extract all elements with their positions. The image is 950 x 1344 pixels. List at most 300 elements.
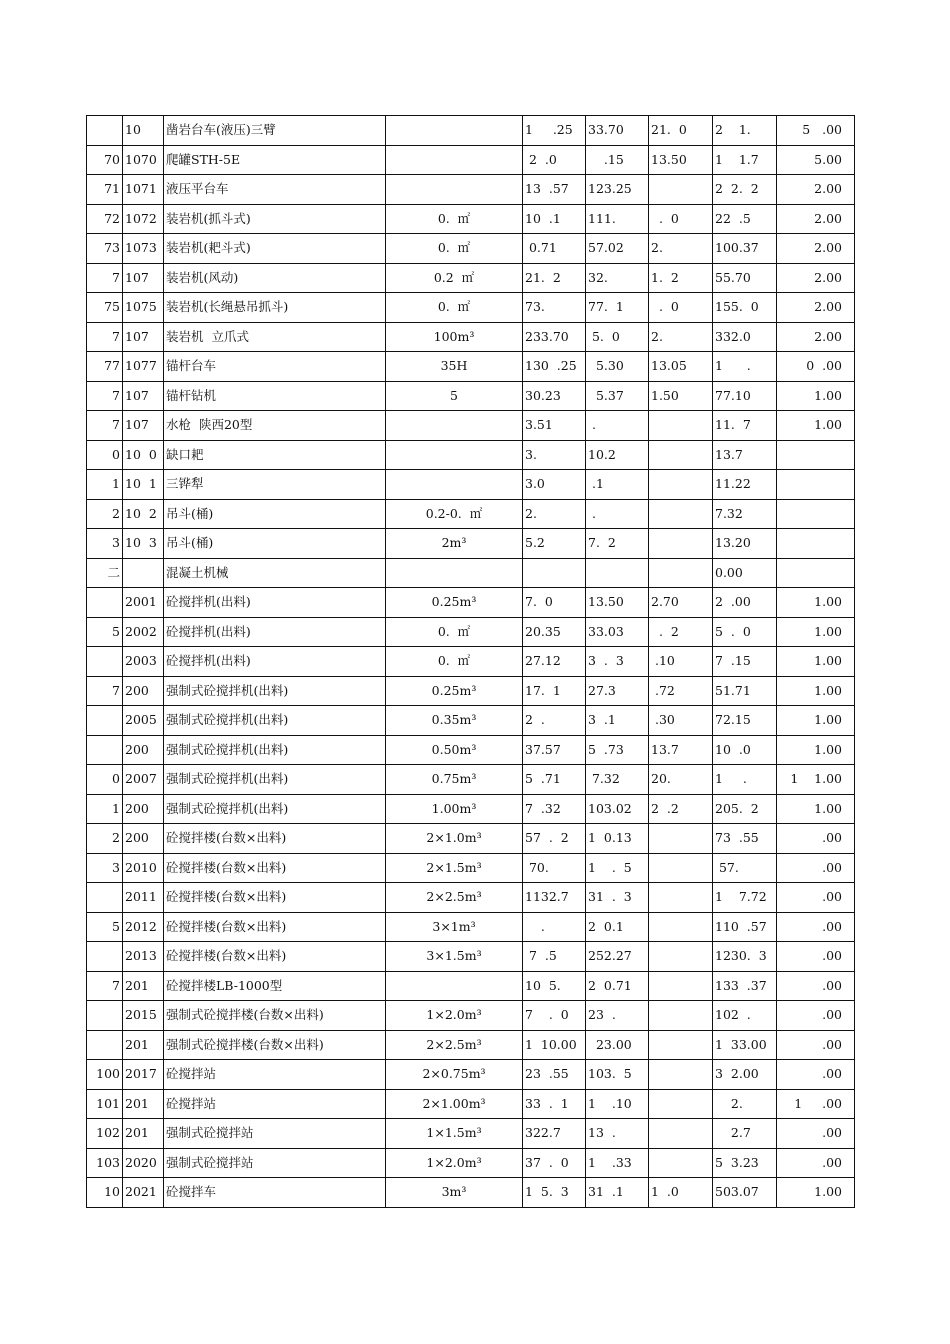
value-cell-4: 51.71 [713, 676, 777, 706]
table-row [87, 765, 855, 795]
row-number-cell: 10 [87, 1178, 123, 1208]
value-cell-5: .00 [777, 883, 855, 913]
value-cell-2: 1 .33 [586, 1148, 649, 1178]
value-cell-2: 5.37 [586, 381, 649, 411]
value-cell-4: 72.15 [713, 706, 777, 736]
value-cell-2: 1 . 5 [586, 853, 649, 883]
value-cell-5: .00 [777, 1001, 855, 1031]
value-cell-5: 2.00 [777, 175, 855, 205]
value-cell-1 [523, 558, 586, 588]
table-row [87, 529, 855, 559]
value-cell-1: 21. 2 [523, 263, 586, 293]
item-code-cell: 10 [123, 116, 164, 146]
item-code-cell: 10 3 [123, 529, 164, 559]
value-cell-4: 22 .5 [713, 204, 777, 234]
value-cell-5: 2.00 [777, 234, 855, 264]
row-number-cell: 101 [87, 1089, 123, 1119]
value-cell-5: .00 [777, 1030, 855, 1060]
row-number-cell: 1 [87, 794, 123, 824]
equipment-name-cell: 强制式砼搅拌站 [164, 1148, 386, 1178]
value-cell-4: 11. 7 [713, 411, 777, 441]
value-cell-5: 5 .00 [777, 116, 855, 146]
item-code-cell: 107 [123, 381, 164, 411]
specification-cell: 0. ㎡ [386, 617, 523, 647]
value-cell-1: 27.12 [523, 647, 586, 677]
value-cell-5: 2.00 [777, 263, 855, 293]
value-cell-1: 7 . 0 [523, 1001, 586, 1031]
value-cell-2: 3 .1 [586, 706, 649, 736]
specification-cell: 3m³ [386, 1178, 523, 1208]
value-cell-4: 10 .0 [713, 735, 777, 765]
value-cell-1: 3.51 [523, 411, 586, 441]
specification-cell: 0.50m³ [386, 735, 523, 765]
equipment-name-cell: 砼搅拌楼(台数×出料) [164, 883, 386, 913]
value-cell-2: 5 .73 [586, 735, 649, 765]
value-cell-4: 133 .37 [713, 971, 777, 1001]
item-code-cell: 2020 [123, 1148, 164, 1178]
table-row [87, 352, 855, 382]
table-row [87, 381, 855, 411]
value-cell-4: 1 33.00 [713, 1030, 777, 1060]
table-row [87, 971, 855, 1001]
value-cell-1: 1 10.00 [523, 1030, 586, 1060]
equipment-name-cell: 装岩机(耙斗式) [164, 234, 386, 264]
value-cell-1: 1 5. 3 [523, 1178, 586, 1208]
table-row [87, 440, 855, 470]
item-code-cell: 201 [123, 1119, 164, 1149]
row-number-cell [87, 1001, 123, 1031]
value-cell-1: 37 . 0 [523, 1148, 586, 1178]
item-code-cell: 200 [123, 676, 164, 706]
value-cell-4: 13.20 [713, 529, 777, 559]
value-cell-1: 73. [523, 293, 586, 323]
value-cell-5: 0 .00 [777, 352, 855, 382]
item-code-cell: 201 [123, 971, 164, 1001]
specification-cell [386, 470, 523, 500]
row-number-cell: 0 [87, 765, 123, 795]
value-cell-4: 0.00 [713, 558, 777, 588]
row-number-cell: 100 [87, 1060, 123, 1090]
value-cell-1: 7. 0 [523, 588, 586, 618]
value-cell-1: 2. [523, 499, 586, 529]
value-cell-5 [777, 470, 855, 500]
table-row [87, 883, 855, 913]
value-cell-1: . [523, 912, 586, 942]
item-code-cell: 10 0 [123, 440, 164, 470]
value-cell-4: 57. [713, 853, 777, 883]
value-cell-3 [649, 971, 713, 1001]
item-code-cell: 2001 [123, 588, 164, 618]
equipment-name-cell: 砼搅拌机(出料) [164, 617, 386, 647]
value-cell-2: 5.30 [586, 352, 649, 382]
value-cell-3 [649, 440, 713, 470]
value-cell-4: 2 2. 2 [713, 175, 777, 205]
specification-cell: 3×1.5m³ [386, 942, 523, 972]
value-cell-4: 2.7 [713, 1119, 777, 1149]
value-cell-2: 3 . 3 [586, 647, 649, 677]
value-cell-4: 503.07 [713, 1178, 777, 1208]
specification-cell: 1×2.0m³ [386, 1001, 523, 1031]
equipment-name-cell: 装岩机(风动) [164, 263, 386, 293]
value-cell-1: 1 .25 [523, 116, 586, 146]
item-code-cell: 10 1 [123, 470, 164, 500]
specification-cell: 2×1.00m³ [386, 1089, 523, 1119]
row-number-cell [87, 942, 123, 972]
equipment-name-cell: 缺口耙 [164, 440, 386, 470]
value-cell-1: 17. 1 [523, 676, 586, 706]
value-cell-3: 2. [649, 322, 713, 352]
table-row [87, 499, 855, 529]
item-code-cell: 2010 [123, 853, 164, 883]
row-number-cell: 73 [87, 234, 123, 264]
table-body [87, 116, 855, 1208]
table-row [87, 175, 855, 205]
value-cell-1: 0.71 [523, 234, 586, 264]
item-code-cell: 1073 [123, 234, 164, 264]
item-code-cell: 2012 [123, 912, 164, 942]
value-cell-2: 10.2 [586, 440, 649, 470]
value-cell-3 [649, 529, 713, 559]
value-cell-1: 23 .55 [523, 1060, 586, 1090]
equipment-name-cell: 混凝土机械 [164, 558, 386, 588]
value-cell-3: 13.7 [649, 735, 713, 765]
table-row [87, 322, 855, 352]
equipment-name-cell: 爬罐STH-5E [164, 145, 386, 175]
specification-cell: 5 [386, 381, 523, 411]
specification-cell: 2×2.5m³ [386, 883, 523, 913]
row-number-cell: 7 [87, 411, 123, 441]
value-cell-2: 31 .1 [586, 1178, 649, 1208]
row-number-cell [87, 116, 123, 146]
row-number-cell: 70 [87, 145, 123, 175]
value-cell-4: 2 1. [713, 116, 777, 146]
value-cell-5: 2.00 [777, 293, 855, 323]
value-cell-4: 55.70 [713, 263, 777, 293]
value-cell-4: 11.22 [713, 470, 777, 500]
value-cell-5: .00 [777, 853, 855, 883]
specification-cell: 0.35m³ [386, 706, 523, 736]
value-cell-2: . [586, 499, 649, 529]
value-cell-1: 130 .25 [523, 352, 586, 382]
value-cell-1: 30.23 [523, 381, 586, 411]
value-cell-5: .00 [777, 1060, 855, 1090]
value-cell-4: 7 .15 [713, 647, 777, 677]
equipment-name-cell: 强制式砼搅拌机(出料) [164, 676, 386, 706]
table-row [87, 1030, 855, 1060]
equipment-name-cell: 砼搅拌站 [164, 1089, 386, 1119]
value-cell-2: 13.50 [586, 588, 649, 618]
value-cell-4: 155. 0 [713, 293, 777, 323]
value-cell-2: 13 . [586, 1119, 649, 1149]
value-cell-5: 1.00 [777, 588, 855, 618]
row-number-cell: 77 [87, 352, 123, 382]
row-number-cell [87, 647, 123, 677]
equipment-name-cell: 装岩机(长绳悬吊抓斗) [164, 293, 386, 323]
value-cell-2: 27.3 [586, 676, 649, 706]
value-cell-2: 7. 2 [586, 529, 649, 559]
specification-cell: 2×1.0m³ [386, 824, 523, 854]
equipment-name-cell: 吊斗(桶) [164, 499, 386, 529]
value-cell-5 [777, 499, 855, 529]
value-cell-1: 10 .1 [523, 204, 586, 234]
equipment-name-cell: 砼搅拌楼(台数×出料) [164, 942, 386, 972]
value-cell-3 [649, 175, 713, 205]
equipment-name-cell: 装岩机 立爪式 [164, 322, 386, 352]
specification-cell [386, 175, 523, 205]
value-cell-5: 1 1.00 [777, 765, 855, 795]
value-cell-5: 1.00 [777, 706, 855, 736]
equipment-name-cell: 锚杆台车 [164, 352, 386, 382]
value-cell-3: 1.50 [649, 381, 713, 411]
value-cell-1: 13 .57 [523, 175, 586, 205]
table-row [87, 293, 855, 323]
item-code-cell: 2005 [123, 706, 164, 736]
row-number-cell: 7 [87, 676, 123, 706]
row-number-cell: 72 [87, 204, 123, 234]
equipment-name-cell: 凿岩台车(液压)三臂 [164, 116, 386, 146]
specification-cell [386, 411, 523, 441]
value-cell-3: . 2 [649, 617, 713, 647]
value-cell-2: 103.02 [586, 794, 649, 824]
specification-cell: 1×1.5m³ [386, 1119, 523, 1149]
value-cell-2: 23.00 [586, 1030, 649, 1060]
item-code-cell: 2013 [123, 942, 164, 972]
specification-cell: 0. ㎡ [386, 293, 523, 323]
value-cell-5: 1.00 [777, 794, 855, 824]
value-cell-3: 2. [649, 234, 713, 264]
specification-cell: 0. ㎡ [386, 647, 523, 677]
equipment-name-cell: 强制式砼搅拌楼(台数×出料) [164, 1001, 386, 1031]
table-row [87, 1148, 855, 1178]
table-row [87, 853, 855, 883]
row-number-cell: 5 [87, 912, 123, 942]
value-cell-4: 77.10 [713, 381, 777, 411]
row-number-cell: 71 [87, 175, 123, 205]
table-row [87, 558, 855, 588]
value-cell-3 [649, 883, 713, 913]
value-cell-3: 20. [649, 765, 713, 795]
table-row [87, 116, 855, 146]
value-cell-2: 252.27 [586, 942, 649, 972]
specification-cell: 2×2.5m³ [386, 1030, 523, 1060]
row-number-cell: 二 [87, 558, 123, 588]
row-number-cell: 3 [87, 529, 123, 559]
value-cell-1: 37.57 [523, 735, 586, 765]
value-cell-2: 5. 0 [586, 322, 649, 352]
table-row [87, 647, 855, 677]
value-cell-1: 2 .0 [523, 145, 586, 175]
value-cell-5: .00 [777, 971, 855, 1001]
equipment-name-cell: 砼搅拌楼(台数×出料) [164, 912, 386, 942]
value-cell-4: 5 3.23 [713, 1148, 777, 1178]
item-code-cell: 1071 [123, 175, 164, 205]
value-cell-5: 1.00 [777, 411, 855, 441]
specification-cell: 0.2 ㎡ [386, 263, 523, 293]
row-number-cell: 2 [87, 824, 123, 854]
specification-cell: 1.00m³ [386, 794, 523, 824]
table-row [87, 411, 855, 441]
specification-cell [386, 558, 523, 588]
row-number-cell [87, 706, 123, 736]
item-code-cell: 2011 [123, 883, 164, 913]
specification-cell: 2m³ [386, 529, 523, 559]
item-code-cell: 2017 [123, 1060, 164, 1090]
value-cell-3 [649, 1089, 713, 1119]
value-cell-4: 13.7 [713, 440, 777, 470]
specification-cell: 0.75m³ [386, 765, 523, 795]
value-cell-4: 2. [713, 1089, 777, 1119]
specification-cell: 1×2.0m³ [386, 1148, 523, 1178]
value-cell-5: .00 [777, 1148, 855, 1178]
specification-cell: 0.25m³ [386, 676, 523, 706]
table-row [87, 1119, 855, 1149]
table-row [87, 1060, 855, 1090]
equipment-name-cell: 强制式砼搅拌机(出料) [164, 735, 386, 765]
value-cell-4: 205. 2 [713, 794, 777, 824]
value-cell-1: 7 .5 [523, 942, 586, 972]
value-cell-5 [777, 440, 855, 470]
specification-cell: 0.2-0. ㎡ [386, 499, 523, 529]
row-number-cell: 7 [87, 263, 123, 293]
value-cell-5: .00 [777, 942, 855, 972]
equipment-name-cell: 砼搅拌楼(台数×出料) [164, 824, 386, 854]
row-number-cell: 0 [87, 440, 123, 470]
table-row [87, 706, 855, 736]
value-cell-4: 1 . [713, 352, 777, 382]
row-number-cell: 7 [87, 971, 123, 1001]
item-code-cell: 2003 [123, 647, 164, 677]
value-cell-2: 32. [586, 263, 649, 293]
value-cell-3: . 0 [649, 293, 713, 323]
specification-cell [386, 145, 523, 175]
value-cell-3 [649, 824, 713, 854]
value-cell-1: 2 . [523, 706, 586, 736]
row-number-cell: 102 [87, 1119, 123, 1149]
row-number-cell [87, 588, 123, 618]
value-cell-4: 2 .00 [713, 588, 777, 618]
equipment-name-cell: 强制式砼搅拌机(出料) [164, 794, 386, 824]
value-cell-3 [649, 1060, 713, 1090]
value-cell-3 [649, 1001, 713, 1031]
table-row [87, 1001, 855, 1031]
table-row [87, 824, 855, 854]
row-number-cell: 1 [87, 470, 123, 500]
row-number-cell [87, 883, 123, 913]
specification-cell: 35H [386, 352, 523, 382]
value-cell-3 [649, 411, 713, 441]
value-cell-1: 57 . 2 [523, 824, 586, 854]
equipment-name-cell: 砼搅拌楼(台数×出料) [164, 853, 386, 883]
item-code-cell: 107 [123, 322, 164, 352]
value-cell-5: .00 [777, 824, 855, 854]
equipment-name-cell: 液压平台车 [164, 175, 386, 205]
value-cell-3 [649, 1119, 713, 1149]
value-cell-2: 77. 1 [586, 293, 649, 323]
value-cell-2: .15 [586, 145, 649, 175]
value-cell-5: 1.00 [777, 647, 855, 677]
equipment-name-cell: 砼搅拌楼LB-1000型 [164, 971, 386, 1001]
equipment-cost-table [86, 115, 855, 1208]
value-cell-5: .00 [777, 912, 855, 942]
value-cell-2: 123.25 [586, 175, 649, 205]
table-row [87, 617, 855, 647]
table-row [87, 234, 855, 264]
value-cell-2: 1 0.13 [586, 824, 649, 854]
value-cell-5: 1.00 [777, 381, 855, 411]
value-cell-4: 1 1.7 [713, 145, 777, 175]
item-code-cell: 2002 [123, 617, 164, 647]
value-cell-3: 2.70 [649, 588, 713, 618]
value-cell-5: 2.00 [777, 322, 855, 352]
value-cell-3 [649, 470, 713, 500]
equipment-name-cell: 装岩机(抓斗式) [164, 204, 386, 234]
value-cell-5 [777, 558, 855, 588]
item-code-cell: 2007 [123, 765, 164, 795]
value-cell-1: 3.0 [523, 470, 586, 500]
item-code-cell: 107 [123, 263, 164, 293]
value-cell-4: 110 .57 [713, 912, 777, 942]
value-cell-1: 3. [523, 440, 586, 470]
row-number-cell: 75 [87, 293, 123, 323]
value-cell-3: . 0 [649, 204, 713, 234]
value-cell-5: 1 .00 [777, 1089, 855, 1119]
value-cell-1: 1132.7 [523, 883, 586, 913]
row-number-cell: 5 [87, 617, 123, 647]
specification-cell: 2×1.5m³ [386, 853, 523, 883]
row-number-cell [87, 1030, 123, 1060]
value-cell-3 [649, 558, 713, 588]
item-code-cell [123, 558, 164, 588]
item-code-cell: 10 2 [123, 499, 164, 529]
value-cell-4: 100.37 [713, 234, 777, 264]
item-code-cell: 201 [123, 1030, 164, 1060]
value-cell-4: 102 . [713, 1001, 777, 1031]
equipment-name-cell: 水枪 陕西20型 [164, 411, 386, 441]
row-number-cell [87, 735, 123, 765]
equipment-name-cell: 砼搅拌车 [164, 1178, 386, 1208]
item-code-cell: 200 [123, 794, 164, 824]
value-cell-5: .00 [777, 1119, 855, 1149]
value-cell-2: 2 0.71 [586, 971, 649, 1001]
value-cell-3: 13.50 [649, 145, 713, 175]
table-row [87, 735, 855, 765]
table-row [87, 204, 855, 234]
item-code-cell: 200 [123, 824, 164, 854]
value-cell-1: 322.7 [523, 1119, 586, 1149]
value-cell-3: 13.05 [649, 352, 713, 382]
row-number-cell: 3 [87, 853, 123, 883]
specification-cell: 0. ㎡ [386, 204, 523, 234]
row-number-cell: 7 [87, 381, 123, 411]
value-cell-3 [649, 912, 713, 942]
equipment-name-cell: 三铧犁 [164, 470, 386, 500]
value-cell-3: .10 [649, 647, 713, 677]
value-cell-2: 57.02 [586, 234, 649, 264]
value-cell-2: .1 [586, 470, 649, 500]
equipment-name-cell: 强制式砼搅拌楼(台数×出料) [164, 1030, 386, 1060]
value-cell-4: 1 7.72 [713, 883, 777, 913]
table-row [87, 145, 855, 175]
value-cell-1: 5.2 [523, 529, 586, 559]
value-cell-2: 111. [586, 204, 649, 234]
item-code-cell: 1072 [123, 204, 164, 234]
value-cell-3: .30 [649, 706, 713, 736]
table-row [87, 676, 855, 706]
equipment-name-cell: 锚杆钻机 [164, 381, 386, 411]
specification-cell: 100m³ [386, 322, 523, 352]
equipment-name-cell: 强制式砼搅拌站 [164, 1119, 386, 1149]
value-cell-3 [649, 853, 713, 883]
